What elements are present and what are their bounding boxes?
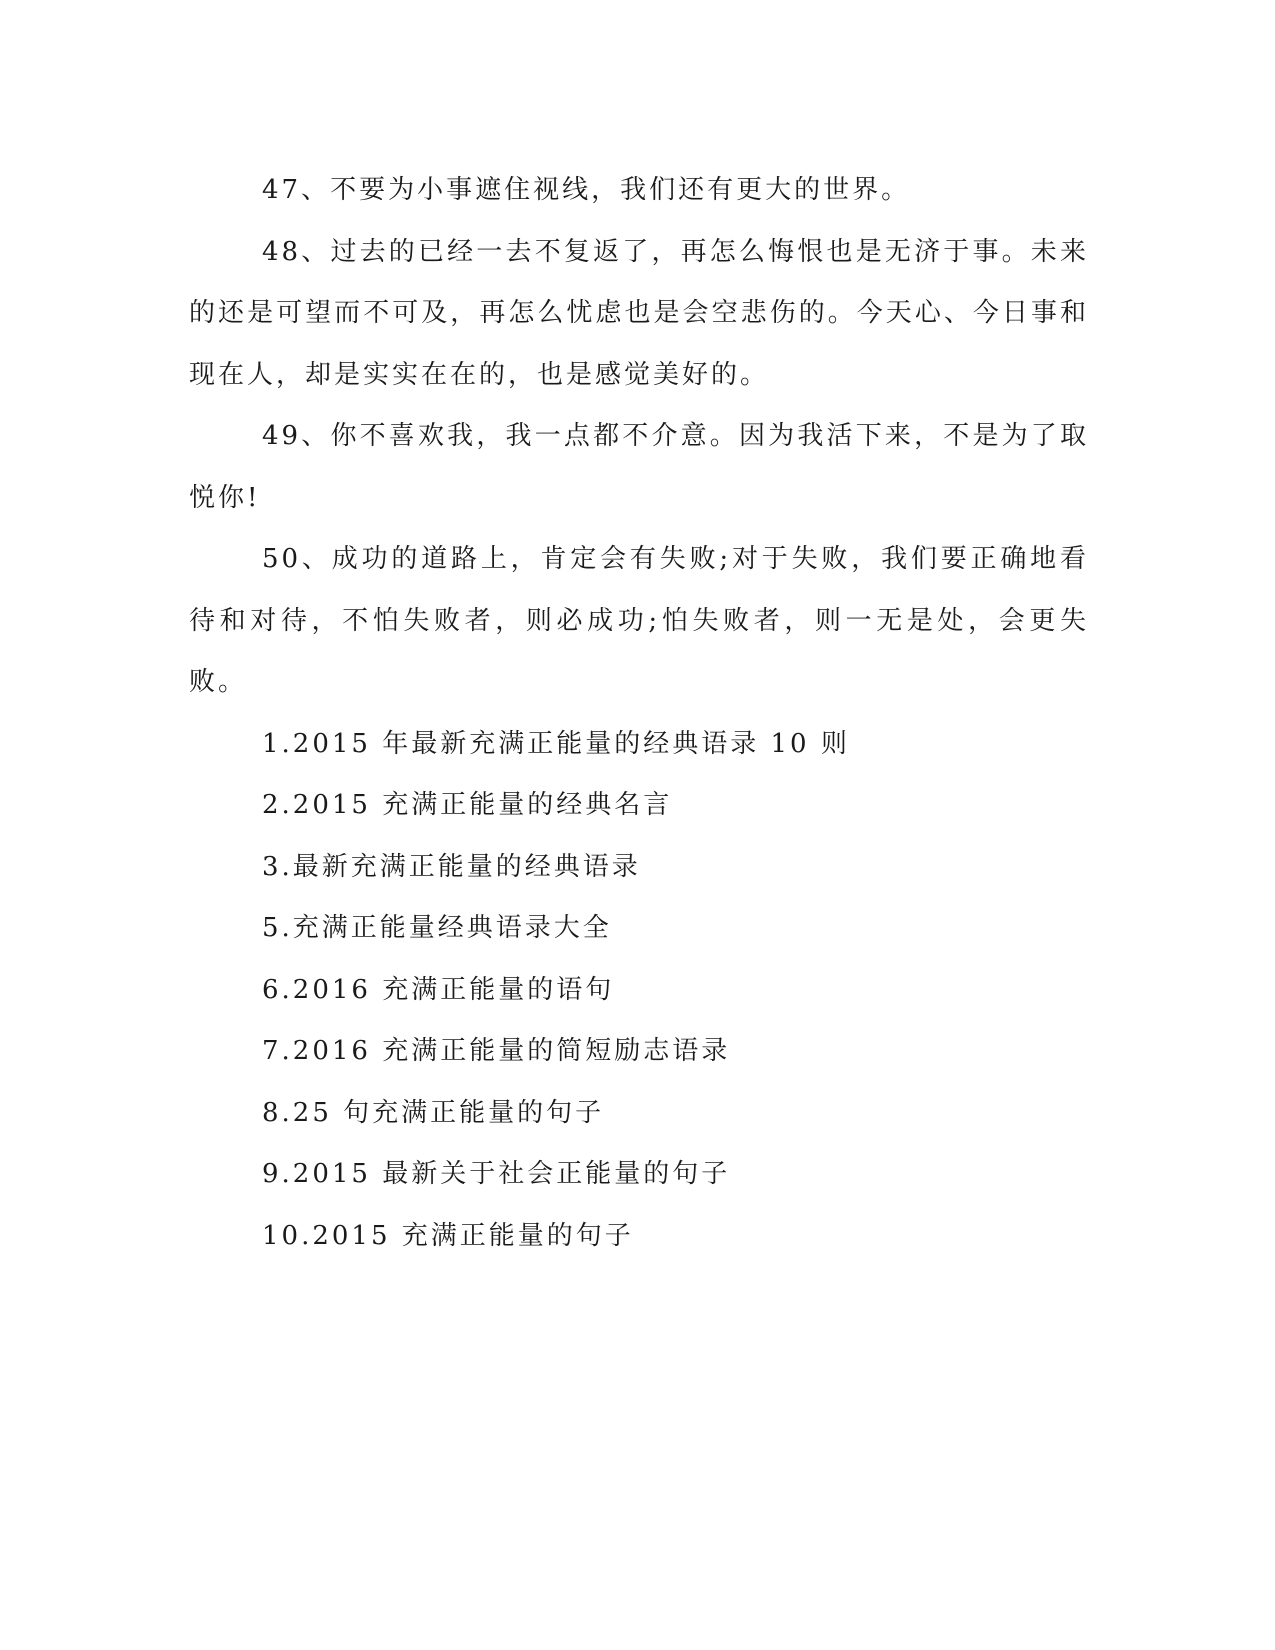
related-article-link[interactable]: 3.最新充满正能量的经典语录	[262, 851, 641, 882]
document-body	[189, 160, 1089, 1267]
related-article-link[interactable]: 5.充满正能量经典语录大全	[262, 913, 612, 943]
related-article-link[interactable]: 2.2015 充满正能量的经典名言	[262, 790, 673, 820]
related-article-link[interactable]: 7.2016 充满正能量的简短励志语录	[262, 1036, 731, 1066]
related-article-link[interactable]: 1.2015 年最新充满正能量的经典语录 10 则	[262, 728, 850, 759]
quote-paragraph-48: 48、过去的已经一去不复返了，再怎么悔恨也是无济于事。未来的还是可望而不可及，再怎么忧虑也是会空悲伤的。今天心、今日事和现在人，却是实实在在的，也是感觉美好的。	[189, 236, 1089, 390]
quote-paragraph-49: 49、你不喜欢我，我一点都不介意。因为我活下来，不是为了取悦你!	[189, 421, 1089, 513]
related-article-link[interactable]: 8.25 句充满正能量的句子	[262, 1097, 605, 1128]
related-article-link[interactable]: 6.2016 充满正能量的语句	[262, 974, 615, 1005]
related-articles-list	[189, 714, 1089, 1268]
related-article-link[interactable]: 9.2015 最新关于社会正能量的句子	[262, 1159, 731, 1189]
quote-paragraph-47: 47、不要为小事遮住视线，我们还有更大的世界。	[262, 175, 911, 205]
related-article-link[interactable]: 10.2015 充满正能量的句子	[262, 1220, 634, 1251]
quote-paragraph-50: 50、成功的道路上，肯定会有失败;对于失败，我们要正确地看待和对待，不怕失败者，则必成功;怕失败者，则一无是处，会更失败。	[189, 544, 1089, 697]
